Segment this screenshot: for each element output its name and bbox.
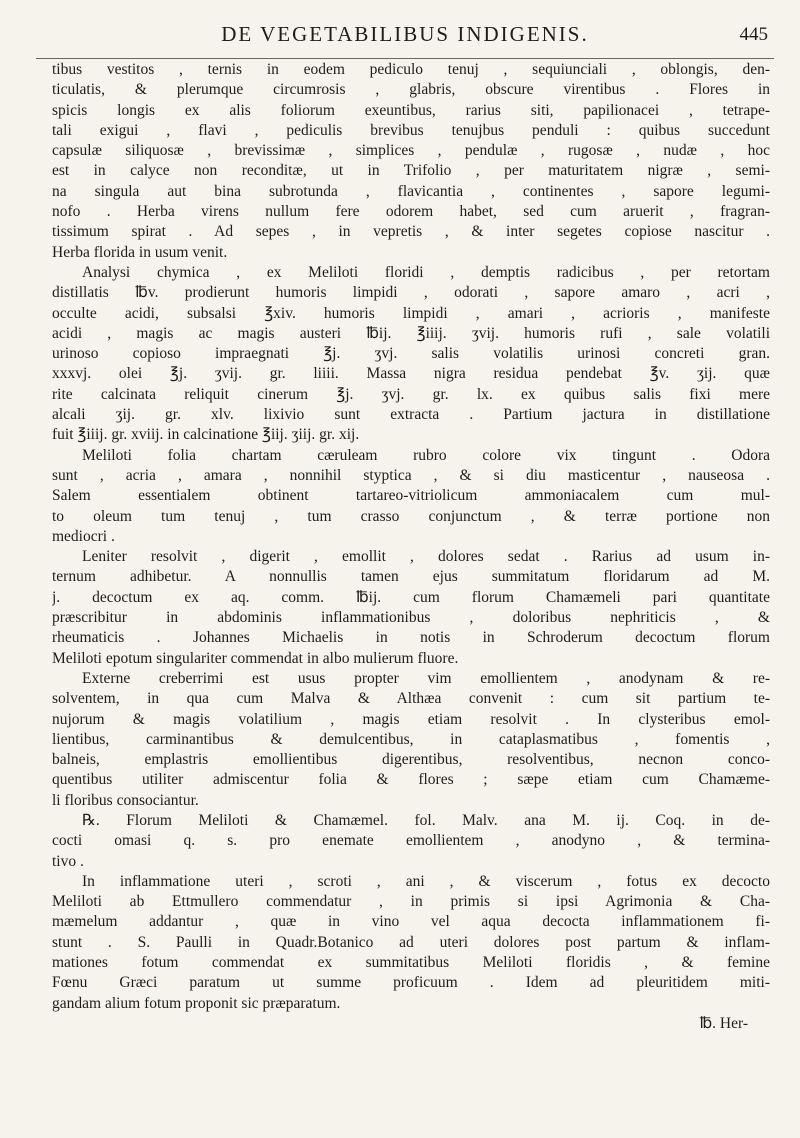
text-line: occulte acidi, subsalsi ℥xiv. humoris limpidi , amari , acrioris , manifeste [52, 304, 770, 322]
text-line: mæmelum addantur , quæ in vino vel aqua decocta inflammationem fi- [52, 913, 770, 931]
header-rule [36, 58, 774, 59]
text-line: tissimum spirat . Ad sepes , in vepretis , & inter segetes copiose nascitur . [52, 223, 770, 241]
text-line: fuit ℥iiij. gr. xviij. in calcinatione ℥iij. ʒiij. gr. xij. [52, 426, 360, 444]
text-line: Fœnu Græci paratum ut summe proficuum . Idem ad pleuritidem miti- [52, 974, 770, 992]
text-line: quentibus utiliter admiscentur folia & flores ; sæpe etiam cum Chamæme- [52, 771, 770, 789]
text-line: nujorum & magis volatilium , magis etiam resolvit . In clysteribus emol- [52, 710, 770, 728]
text-line: rheumaticis . Johannes Michaelis in notis in Schroderum decoctum florum [52, 629, 770, 647]
text-line: lientibus, carminantibus & demulcentibus, in cataplasmatibus , fomentis , [52, 730, 770, 748]
text-line: tivo . [52, 852, 84, 870]
text-line: tali exigui , flavi , pediculis brevibus tenujbus penduli : quibus succedunt [52, 121, 770, 139]
page-number: 445 [739, 24, 768, 45]
text-line: spicis longis ex alis foliorum exeuntibus, rarius siti, papilionacei , tetrape- [52, 101, 770, 119]
text-line: solventem, in qua cum Malva & Althæa convenit : cum sit partium te- [52, 690, 770, 708]
text-line: mationes fotum commendat ex summitatibus Meliloti floridis , & femine [52, 954, 770, 972]
text-line: capsulæ siliquosæ , brevissimæ , simplices , pendulæ , rugosæ , nudæ , hoc [52, 142, 770, 160]
text-line: to oleum tum tenuj , tum crasso conjunctum , & terræ portione non [52, 507, 770, 525]
text-line: Meliloti folia chartam cæruleam rubro colore vix tingunt . Odora [82, 446, 770, 464]
body-text [52, 60, 770, 1034]
text-line: alcali ʒij. gr. xlv. lixivio sunt extracta . Partium jactura in distillatione [52, 406, 770, 424]
text-line: acidi , magis ac magis austeri ℔ij. ℥iiij. ʒvij. humoris rufi , sale volatili [52, 324, 770, 342]
catchword: ℔. Her- [699, 1014, 748, 1032]
text-line: Herba florida in usum venit. [52, 243, 228, 261]
page-header [36, 10, 774, 60]
text-line: sunt , acria , amara , nonnihil styptica , & si diu masticentur , nauseosa . [52, 466, 770, 484]
running-head: DE VEGETABILIBUS INDIGENIS. [221, 22, 589, 46]
text-line: na singula aut bina subrotunda , flavicantia , continentes , sapore legumi- [52, 182, 770, 200]
text-line: Salem essentialem obtinent tartareo-vitriolicum ammoniacalem cum mul- [52, 487, 770, 505]
text-line: ternum adhibetur. A nonnullis tamen ejus summitatum floridarum ad M. [52, 568, 770, 586]
text-line: Externe creberrimi est usus propter vim emollientem , anodynam & re- [82, 669, 770, 687]
text-line: distillatis ℔v. prodierunt humoris limpidi , odorati , sapore amaro , acri , [52, 284, 770, 302]
text-line: Analysi chymica , ex Meliloti floridi , demptis radicibus , per retortam [82, 263, 770, 281]
text-line: In inflammatione uteri , scroti , ani , & viscerum , fotus ex decocto [82, 872, 770, 890]
text-line: nofo . Herba virens nullum fere odorem habet, sed cum aruerit , fragran- [52, 203, 770, 221]
text-line: præscribitur in abdominis inflammationibus , doloribus nephriticis , & [52, 609, 770, 627]
text-line: stunt . S. Paulli in Quadr.Botanico ad uteri dolores post partum & inflam- [52, 933, 770, 951]
text-line: est in calyce non reconditæ, ut in Trifolio , per maturitatem nigræ , semi- [52, 162, 770, 180]
text-line: balneis, emplastris emollientibus digerentibus, resolventibus, necnon conco- [52, 751, 770, 769]
text-line: ℞. Florum Meliloti & Chamæmel. fol. Malv. ana M. ij. Coq. in de- [82, 811, 770, 829]
text-line: Meliloti epotum singulariter commendat in albo mulierum fluore. [52, 649, 459, 667]
text-line: cocti omasi q. s. pro enemate emollientem , anodyno , & termina- [52, 832, 770, 850]
text-line: xxxvj. olei ℥j. ʒvij. gr. liiii. Massa nigra residua pendebat ℥v. ʒij. quæ [52, 365, 770, 383]
text-line: rite calcinata reliquit cinerum ℥j. ʒvj. gr. lx. ex quibus salis fixi mere [52, 385, 770, 403]
text-line: Leniter resolvit , digerit , emollit , dolores sedat . Rarius ad usum in- [82, 548, 770, 566]
text-line: j. decoctum ex aq. comm. ℔ij. cum florum Chamæmeli pari quantitate [52, 588, 770, 606]
text-line: gandam alium fotum proponit sic præparatum. [52, 994, 341, 1012]
text-line: mediocri . [52, 527, 115, 545]
text-line: Meliloti ab Ettmullero commendatur , in primis si ipsi Agrimonia & Cha- [52, 893, 770, 911]
text-line: li floribus consociantur. [52, 791, 199, 809]
text-line: urinoso copioso impraegnati ℥j. ʒvj. salis volatilis urinosi concreti gran. [52, 345, 770, 363]
text-line: ticulatis, & plerumque circumrosis , glabris, obscure virentibus . Flores in [52, 81, 770, 99]
text-line: tibus vestitos , ternis in eodem pediculo tenuj , sequiunciali , oblongis, den- [52, 61, 770, 78]
